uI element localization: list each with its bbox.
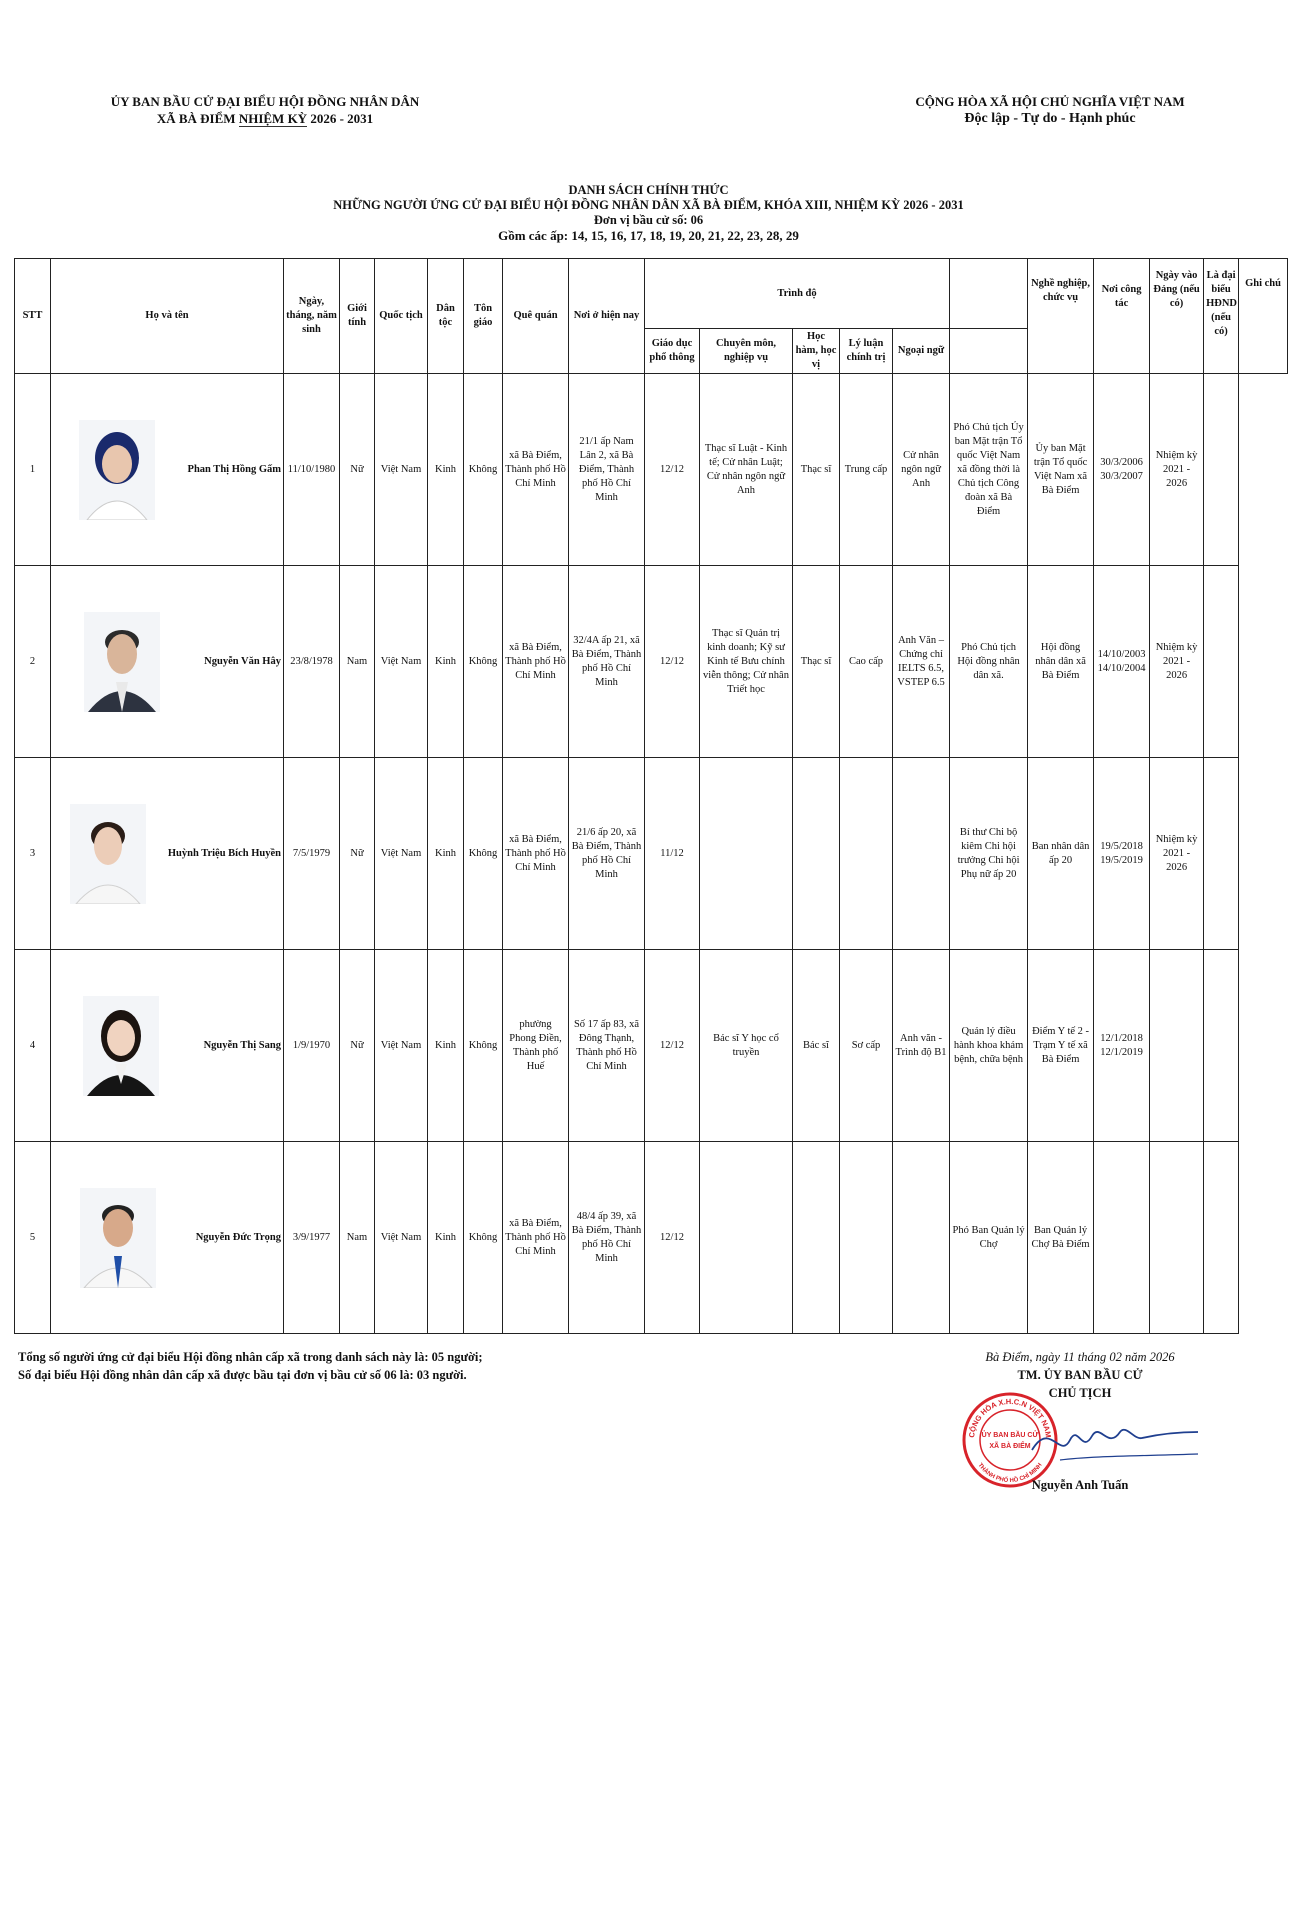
cell-note [1204, 1142, 1239, 1334]
cell-hometown: xã Bà Điểm, Thành phố Hồ Chí Minh [503, 374, 569, 566]
cell-occupation: Quản lý điều hành khoa khám bệnh, chữa bệnh [950, 950, 1028, 1142]
cell-workplace: Điểm Y tế 2 - Trạm Y tế xã Bà Điểm [1028, 950, 1094, 1142]
cell-residence: 48/4 ấp 39, xã Bà Điểm, Thành phố Hồ Chí Minh [569, 1142, 645, 1334]
candidate-name: Nguyễn Đức Trọng [195, 1231, 281, 1243]
cell-occupation: Phó Ban Quản lý Chợ [950, 1142, 1028, 1334]
cell-hometown: xã Bà Điểm, Thành phố Hồ Chí Minh [503, 1142, 569, 1334]
cell-delegate: Nhiệm kỳ 2021 - 2026 [1150, 566, 1204, 758]
header-nationality: Quốc tịch [375, 259, 428, 374]
cell-ethnicity: Kinh [428, 950, 464, 1142]
header-specialty: Chuyên môn, nghiệp vụ [700, 329, 793, 374]
cell-nationality: Việt Nam [375, 950, 428, 1142]
cell-stt: 2 [15, 566, 51, 758]
cell-gender: Nữ [340, 374, 375, 566]
cell-general: 11/12 [645, 758, 700, 950]
cell-specialty [700, 758, 793, 950]
motto: Độc lập - Tự do - Hạnh phúc [964, 111, 1136, 126]
cell-language: Cử nhân ngôn ngữ Anh [893, 374, 950, 566]
document-title [0, 183, 1297, 243]
cell-degree [793, 758, 840, 950]
cell-specialty: Bác sĩ Y học cổ truyền [700, 950, 793, 1142]
cell-dob: 11/10/1980 [284, 374, 340, 566]
header-left [80, 93, 450, 127]
cell-general: 12/12 [645, 950, 700, 1142]
cell-workplace: Ủy ban Mặt trận Tổ quốc Việt Nam xã Bà Điểm [1028, 374, 1094, 566]
title-line-4: Gồm các ấp: 14, 15, 16, 17, 18, 19, 20, 21, 22, 23, 28, 29 [498, 228, 799, 243]
title-line-2: NHỮNG NGƯỜI ỨNG CỬ ĐẠI BIỂU HỘI ĐỒNG NHÂN DÂN XÃ BÀ ĐIỂM, KHÓA XIII, NHIỆM KỲ 2026 - 2031 [333, 198, 964, 212]
header-politics: Lý luận chính trị [840, 329, 893, 374]
handwritten-signature [1030, 1410, 1200, 1470]
cell-specialty: Thạc sĩ Luật - Kinh tế; Cử nhân Luật; Cử nhân ngôn ngữ Anh [700, 374, 793, 566]
cell-language [893, 1142, 950, 1334]
summary-elected: Số đại biểu Hội đồng nhân dân cấp xã được bầu tại đơn vị bầu cử số 06 là: 03 người. [18, 1368, 467, 1382]
header-gender: Giới tính [340, 259, 375, 374]
svg-text:CỘNG HÒA X.H.C.N VIỆT NAM: CỘNG HÒA X.H.C.N VIỆT NAM [967, 1396, 1054, 1439]
table-row [15, 758, 1288, 950]
header-general: Giáo dục phổ thông [645, 329, 700, 374]
cell-specialty [700, 1142, 793, 1334]
cell-stt: 3 [15, 758, 51, 950]
cell-party-date [1094, 1142, 1150, 1334]
cell-note [1204, 950, 1239, 1142]
header-right [880, 93, 1220, 127]
signer-name: Nguyễn Anh Tuấn [1031, 1478, 1129, 1492]
cell-degree: Bác sĩ [793, 950, 840, 1142]
table-row [15, 950, 1288, 1142]
cell-degree: Thạc sĩ [793, 566, 840, 758]
cell-stt: 5 [15, 1142, 51, 1334]
cell-nationality: Việt Nam [375, 758, 428, 950]
cell-dob: 23/8/1978 [284, 566, 340, 758]
candidate-name: Nguyễn Văn Hây [204, 655, 281, 667]
cell-dob: 1/9/1970 [284, 950, 340, 1142]
cell-degree [793, 1142, 840, 1334]
cell-politics: Cao cấp [840, 566, 893, 758]
footer-summary [18, 1348, 483, 1384]
cell-workplace: Hội đồng nhân dân xã Bà Điểm [1028, 566, 1094, 758]
cell-party-date: 19/5/2018 19/5/2019 [1094, 758, 1150, 950]
cell-workplace: Ban nhân dân ấp 20 [1028, 758, 1094, 950]
cell-language [893, 758, 950, 950]
cell-gender: Nam [340, 566, 375, 758]
cell-delegate [1150, 1142, 1204, 1334]
cell-dob: 3/9/1977 [284, 1142, 340, 1334]
cell-party-date: 30/3/2006 30/3/2007 [1094, 374, 1150, 566]
cell-note [1204, 374, 1239, 566]
header-delegate: Là đại biểu HĐND (nếu có) [1204, 259, 1239, 374]
header-degree: Học hàm, học vị [793, 329, 840, 374]
title-line-3: Đơn vị bầu cử số: 06 [593, 213, 704, 227]
cell-politics [840, 1142, 893, 1334]
candidate-photo [83, 996, 159, 1096]
cell-residence: 21/6 ấp 20, xã Bà Điểm, Thành phố Hồ Chí Minh [569, 758, 645, 950]
cell-party-date: 12/1/2018 12/1/2019 [1094, 950, 1150, 1142]
candidate-name: Nguyễn Thị Sang [203, 1039, 281, 1051]
cell-name [51, 758, 284, 950]
cell-residence: 32/4A ấp 21, xã Bà Điểm, Thành phố Hồ Chí Minh [569, 566, 645, 758]
header-ethnicity: Dân tộc [428, 259, 464, 374]
cell-name [51, 1142, 284, 1334]
cell-residence: Số 17 ấp 83, xã Đông Thạnh, Thành phố Hồ Chí Minh [569, 950, 645, 1142]
table-row [15, 566, 1288, 758]
cell-general: 12/12 [645, 566, 700, 758]
cell-delegate: Nhiệm kỳ 2021 - 2026 [1150, 374, 1204, 566]
candidate-photo [70, 804, 146, 904]
cell-name [51, 566, 284, 758]
cell-religion: Không [464, 374, 503, 566]
header-hometown: Quê quán [503, 259, 569, 374]
header-religion: Tôn giáo [464, 259, 503, 374]
cell-gender: Nữ [340, 758, 375, 950]
cell-politics: Sơ cấp [840, 950, 893, 1142]
cell-workplace: Ban Quản lý Chợ Bà Điểm [1028, 1142, 1094, 1334]
header-stt: STT [15, 259, 51, 374]
table-row [15, 374, 1288, 566]
cell-ethnicity: Kinh [428, 566, 464, 758]
candidate-name: Huỳnh Triệu Bích Huyền [167, 847, 281, 859]
cell-ethnicity: Kinh [428, 758, 464, 950]
cell-hometown: xã Bà Điểm, Thành phố Hồ Chí Minh [503, 758, 569, 950]
title-line-1: DANH SÁCH CHÍNH THỨC [568, 183, 729, 197]
svg-text:THÀNH PHỐ HỒ CHÍ MINH: THÀNH PHỐ HỒ CHÍ MINH [976, 1462, 1044, 1485]
candidate-name: Phan Thị Hồng Gấm [187, 463, 281, 475]
cell-residence: 21/1 ấp Nam Lân 2, xã Bà Điểm, Thành phố Hồ Chí Minh [569, 374, 645, 566]
cell-language: Anh Văn – Chứng chỉ IELTS 6.5, VSTEP 6.5 [893, 566, 950, 758]
cell-name [51, 374, 284, 566]
cell-politics: Trung cấp [840, 374, 893, 566]
cell-occupation: Bí thư Chi bộ kiêm Chi hội trưởng Chi hội Phụ nữ ấp 20 [950, 758, 1028, 950]
sign-org: TM. ỦY BAN BẦU CỬ [1017, 1368, 1143, 1382]
cell-stt: 1 [15, 374, 51, 566]
committee-term: XÃ BÀ ĐIỂM NHIỆM KỲ 2026 - 2031 [156, 111, 374, 126]
cell-occupation: Phó Chủ tịch Hội đồng nhân dân xã. [950, 566, 1028, 758]
header-dob: Ngày, tháng, năm sinh [284, 259, 340, 374]
cell-general: 12/12 [645, 374, 700, 566]
svg-text:ỦY BAN BẦU CỬ: ỦY BAN BẦU CỬ [981, 1432, 1039, 1439]
cell-hometown: phường Phong Điền, Thành phố Huế [503, 950, 569, 1142]
cell-ethnicity: Kinh [428, 374, 464, 566]
header-occupation: Nghề nghiệp, chức vụ [1028, 259, 1094, 374]
cell-ethnicity: Kinh [428, 1142, 464, 1334]
svg-text:XÃ BÀ ĐIỂM: XÃ BÀ ĐIỂM [989, 1443, 1031, 1450]
cell-name [51, 950, 284, 1142]
header-language [950, 259, 1028, 329]
sign-role: CHỦ TỊCH [1048, 1386, 1112, 1400]
cell-politics [840, 758, 893, 950]
cell-note [1204, 566, 1239, 758]
header-language-label: Ngoại ngữ [893, 329, 950, 374]
cell-delegate: Nhiệm kỳ 2021 - 2026 [1150, 758, 1204, 950]
cell-stt: 4 [15, 950, 51, 1142]
header-party-date: Ngày vào Đảng (nếu có) [1150, 259, 1204, 374]
cell-gender: Nữ [340, 950, 375, 1142]
cell-occupation: Phó Chủ tịch Ủy ban Mặt trận Tổ quốc Việt Nam xã đồng thời là Chủ tịch Công đoàn xã Bà Điểm [950, 374, 1028, 566]
cell-religion: Không [464, 1142, 503, 1334]
cell-delegate [1150, 950, 1204, 1142]
candidate-photo [84, 612, 160, 712]
candidate-photo [79, 420, 155, 520]
cell-specialty: Thạc sĩ Quản trị kinh doanh; Kỹ sư Kinh tế Bưu chính viễn thông; Cử nhân Triết học [700, 566, 793, 758]
cell-religion: Không [464, 950, 503, 1142]
cell-note [1204, 758, 1239, 950]
summary-total: Tổng số người ứng cử đại biểu Hội đồng nhân cấp xã trong danh sách này là: 05 người; [18, 1350, 483, 1364]
header-workplace: Nơi công tác [1094, 259, 1150, 374]
cell-dob: 7/5/1979 [284, 758, 340, 950]
cell-degree: Thạc sĩ [793, 374, 840, 566]
committee-name: ỦY BAN BẦU CỬ ĐẠI BIỂU HỘI ĐỒNG NHÂN DÂN [110, 94, 420, 109]
cell-language: Anh văn - Trình độ B1 [893, 950, 950, 1142]
cell-nationality: Việt Nam [375, 1142, 428, 1334]
header-name: Họ và tên [51, 259, 284, 374]
sign-date: Bà Điểm, ngày 11 tháng 02 năm 2026 [985, 1350, 1175, 1364]
cell-religion: Không [464, 758, 503, 950]
header-note: Ghi chú [1239, 259, 1288, 374]
header-education: Trình độ [645, 259, 950, 329]
cell-nationality: Việt Nam [375, 566, 428, 758]
country-name: CỘNG HÒA XÃ HỘI CHỦ NGHĨA VIỆT NAM [915, 94, 1185, 109]
cell-nationality: Việt Nam [375, 374, 428, 566]
header-residence: Nơi ở hiện nay [569, 259, 645, 374]
cell-hometown: xã Bà Điểm, Thành phố Hồ Chí Minh [503, 566, 569, 758]
candidate-table [14, 258, 1288, 1334]
cell-general: 12/12 [645, 1142, 700, 1334]
cell-party-date: 14/10/2003 14/10/2004 [1094, 566, 1150, 758]
cell-gender: Nam [340, 1142, 375, 1334]
table-row [15, 1142, 1288, 1334]
cell-religion: Không [464, 566, 503, 758]
candidate-photo [80, 1188, 156, 1288]
